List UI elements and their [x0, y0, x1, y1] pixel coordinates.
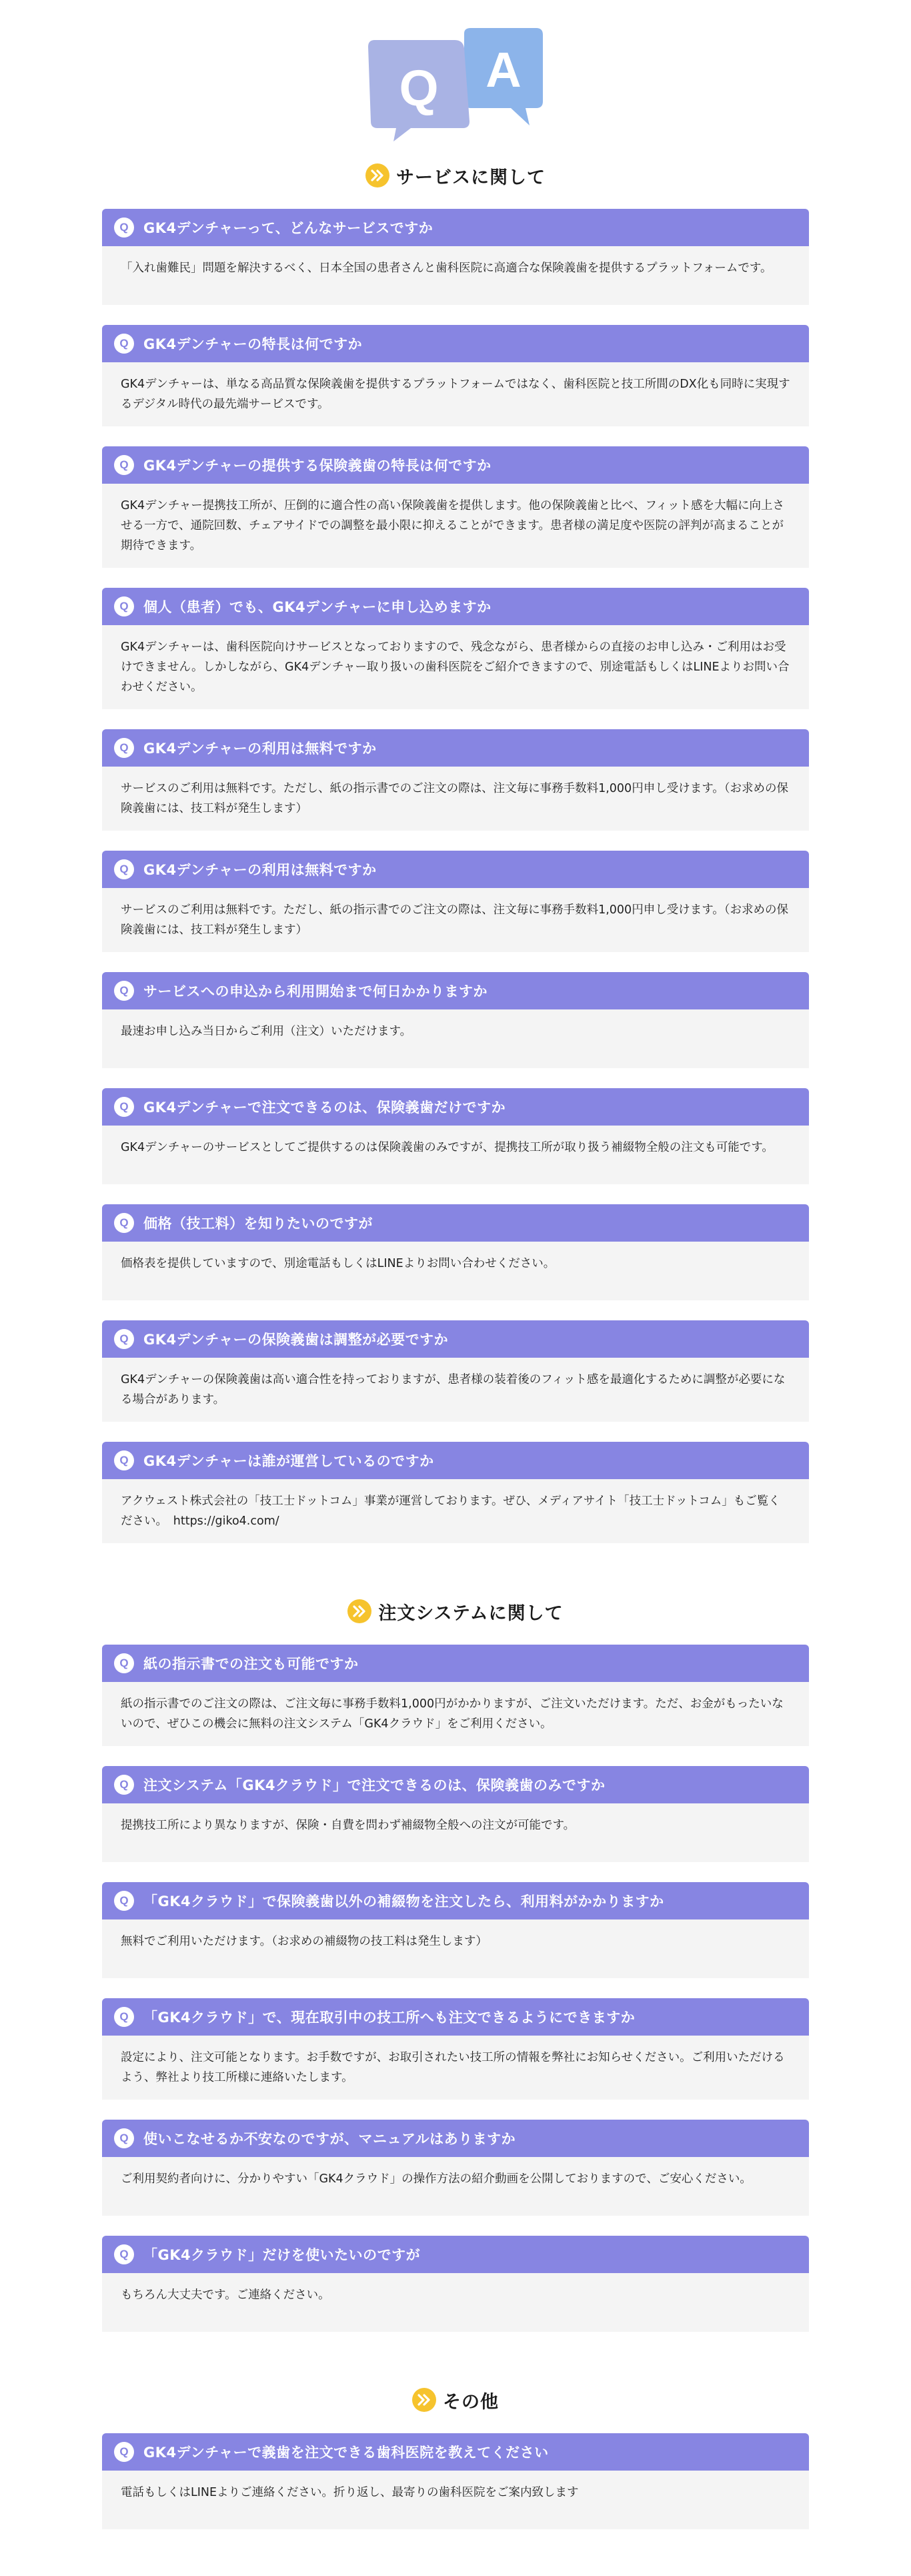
section-heading [102, 2381, 809, 2419]
question-text: GK4デンチャーで注文できるのは、保険義歯だけですか [143, 1100, 506, 1116]
faq-answer: 価格表を提供していますので、別途電話もしくはLINEよりお問い合わせください。 [102, 1242, 809, 1300]
faq-answer: サービスのご利用は無料です。ただし、紙の指示書でのご注文の際は、注文毎に事務手数料1,000円申し受けます。（お求めの保険義歯には、技工料が発生します） [102, 767, 809, 831]
faq-answer: 提携技工所により異なりますが、保険・自費を問わず補綴物全般への注文が可能です。 [102, 1803, 809, 1862]
section-other [102, 2352, 809, 2529]
faq-answer: GK4デンチャー提携技工所が、圧倒的に適合性の高い保険義歯を提供します。他の保険義歯と比べ、フィット感を大幅に向上させる一方で、通院回数、チェアサイドでの調整を最小限に抑えることができます。患者様の満足度や医院の評判が高まることが期待できます。 [102, 484, 809, 568]
faq-question[interactable] [102, 446, 809, 484]
faq-item [102, 972, 809, 1068]
a-letter: A [486, 42, 522, 97]
faq-answer: 電話もしくはLINEよりご連絡ください。折り返し、最寄りの歯科医院をご案内致します [102, 2471, 809, 2529]
question-text: GK4デンチャーの利用は無料ですか [143, 741, 377, 757]
faq-question[interactable] [102, 1320, 809, 1358]
question-text: GK4デンチャーの提供する保険義歯の特長は何ですか [143, 458, 492, 474]
q-badge-icon: Q [114, 738, 134, 758]
q-badge-icon: Q [114, 1329, 134, 1349]
question-text: 個人（患者）でも、GK4デンチャーに申し込めますか [143, 599, 492, 615]
faq-answer: GK4デンチャーは、単なる高品質な保険義歯を提供するプラットフォームではなく、歯科医院と技工所間のDX化も同時に実現するデジタル時代の最先端サービスです。 [102, 362, 809, 426]
faq-answer: サービスのご利用は無料です。ただし、紙の指示書でのご注文の際は、注文毎に事務手数料1,000円申し受けます。（お求めの保険義歯には、技工料が発生します） [102, 888, 809, 952]
q-badge-icon: Q [114, 1213, 134, 1233]
faq-item [102, 1645, 809, 1746]
q-badge-icon: Q [114, 2244, 134, 2264]
faq-question[interactable] [102, 325, 809, 362]
section-service [102, 157, 809, 1543]
question-text: GK4デンチャーの特長は何ですか [143, 336, 363, 352]
section-title: サービスに関して [396, 167, 546, 188]
faq-item [102, 325, 809, 426]
faq-answer: 最速お申し込み当日からご利用（注文）いただけます。 [102, 1009, 809, 1068]
question-text: 注文システム「GK4クラウド」で注文できるのは、保険義歯のみですか [143, 1777, 606, 1793]
question-text: 価格（技工料）を知りたいのですが [143, 1216, 373, 1232]
q-badge-icon: Q [114, 2007, 134, 2027]
faq-question[interactable] [102, 972, 809, 1009]
q-badge-icon: Q [114, 2128, 134, 2148]
faq-item [102, 1442, 809, 1543]
section-order-system [102, 1563, 809, 2332]
faq-answer: 無料でご利用いただけます。（お求めの補綴物の技工料は発生します） [102, 1919, 809, 1978]
q-badge-icon: Q [114, 859, 134, 879]
q-badge-icon: Q [114, 1891, 134, 1911]
q-badge-icon: Q [114, 1653, 134, 1673]
faq-item [102, 1882, 809, 1978]
qa-hero [0, 27, 911, 143]
faq-answer: GK4デンチャーのサービスとしてご提供するのは保険義歯のみですが、提携技工所が取り扱う補綴物全般の注文も可能です。 [102, 1126, 809, 1184]
faq-item [102, 2236, 809, 2332]
question-text: 「GK4クラウド」だけを使いたいのですが [143, 2247, 421, 2263]
double-chevron-icon [365, 163, 389, 187]
faq-question[interactable] [102, 588, 809, 625]
question-text: 紙の指示書での注文も可能ですか [143, 1656, 359, 1672]
faq-item [102, 2433, 809, 2529]
q-badge-icon: Q [114, 981, 134, 1001]
faq-question[interactable] [102, 209, 809, 246]
section-title: その他 [443, 2391, 499, 2413]
question-text: GK4デンチャーって、どんなサービスですか [143, 220, 433, 236]
q-badge-icon: Q [114, 1097, 134, 1117]
double-chevron-icon [412, 2388, 436, 2412]
faq-answer: 紙の指示書でのご注文の際は、ご注文毎に事務手数料1,000円がかかりますが、ご注文いただけます。ただ、お金がもったいないので、ぜひこの機会に無料の注文システム「GK4クラウド」をご利用ください。 [102, 1682, 809, 1746]
faq-question[interactable] [102, 1088, 809, 1126]
faq-item [102, 1088, 809, 1184]
question-text: GK4デンチャーは誰が運営しているのですか [143, 1453, 434, 1469]
faq-answer: 「入れ歯難民」問題を解決するべく、日本全国の患者さんと歯科医院に高適合な保険義歯を提供するプラットフォームです。 [102, 246, 809, 305]
faq-question[interactable] [102, 851, 809, 888]
question-text: GK4デンチャーの利用は無料ですか [143, 862, 377, 878]
section-heading [102, 157, 809, 194]
faq-item [102, 1204, 809, 1300]
faq-item [102, 588, 809, 709]
faq-question[interactable] [102, 1766, 809, 1803]
faq-question[interactable] [102, 2236, 809, 2273]
question-text: 使いこなせるか不安なのですが、マニュアルはありますか [143, 2131, 516, 2147]
question-text: GK4デンチャーの保険義歯は調整が必要ですか [143, 1332, 449, 1348]
q-badge-icon: Q [114, 2442, 134, 2462]
faq-question[interactable] [102, 2120, 809, 2157]
question-text: 「GK4クラウド」で保険義歯以外の補綴物を注文したら、利用料がかかりますか [143, 1893, 664, 1909]
faq-question[interactable] [102, 1204, 809, 1242]
qa-bubbles-icon [364, 27, 547, 143]
q-badge-icon: Q [114, 455, 134, 475]
faq-question[interactable] [102, 1882, 809, 1919]
question-text: サービスへの申込から利用開始まで何日かかりますか [143, 983, 488, 999]
question-text: GK4デンチャーで義歯を注文できる歯科医院を教えてください [143, 2445, 549, 2461]
faq-answer: ご利用契約者向けに、分かりやすい「GK4クラウド」の操作方法の紹介動画を公開しておりますので、ご安心ください。 [102, 2157, 809, 2216]
faq-question[interactable] [102, 729, 809, 767]
faq-item [102, 1766, 809, 1862]
double-chevron-icon [347, 1599, 371, 1623]
faq-item [102, 1320, 809, 1422]
faq-answer: アクウェスト株式会社の「技工士ドットコム」事業が運営しております。ぜひ、メディアサイト「技工士ドットコム」もご覧ください。 https://giko4.com/ [102, 1479, 809, 1543]
faq-answer: GK4デンチャーは、歯科医院向けサービスとなっておりますので、残念ながら、患者様からの直接のお申し込み・ご利用はお受けできません。しかしながら、GK4デンチャー取り扱いの歯科医院をご紹介できますので、別途電話もしくはLINEよりお問い合わせください。 [102, 625, 809, 709]
faq-answer: GK4デンチャーの保険義歯は高い適合性を持っておりますが、患者様の装着後のフィット感を最適化するために調整が必要になる場合があります。 [102, 1358, 809, 1422]
faq-item [102, 209, 809, 305]
faq-item [102, 851, 809, 952]
question-text: 「GK4クラウド」で、現在取引中の技工所へも注文できるようにできますか [143, 2010, 636, 2026]
q-badge-icon: Q [114, 218, 134, 238]
faq-item [102, 1998, 809, 2100]
q-badge-icon: Q [114, 1775, 134, 1795]
faq-item [102, 446, 809, 568]
section-heading [102, 1593, 809, 1630]
faq-answer: 設定により、注文可能となります。お手数ですが、お取引されたい技工所の情報を弊社にお知らせください。ご利用いただけるよう、弊社より技工所様に連絡いたします。 [102, 2036, 809, 2100]
faq-question[interactable] [102, 1998, 809, 2036]
q-badge-icon: Q [114, 334, 134, 354]
faq-question[interactable] [102, 1645, 809, 1682]
q-badge-icon: Q [114, 1450, 134, 1470]
q-letter: Q [399, 60, 439, 117]
q-badge-icon: Q [114, 596, 134, 616]
faq-item [102, 729, 809, 831]
faq-question[interactable] [102, 1442, 809, 1479]
faq-question[interactable] [102, 2433, 809, 2471]
section-title: 注文システムに関して [378, 1603, 564, 1624]
faq-item [102, 2120, 809, 2216]
faq-answer: もちろん大丈夫です。ご連絡ください。 [102, 2273, 809, 2332]
